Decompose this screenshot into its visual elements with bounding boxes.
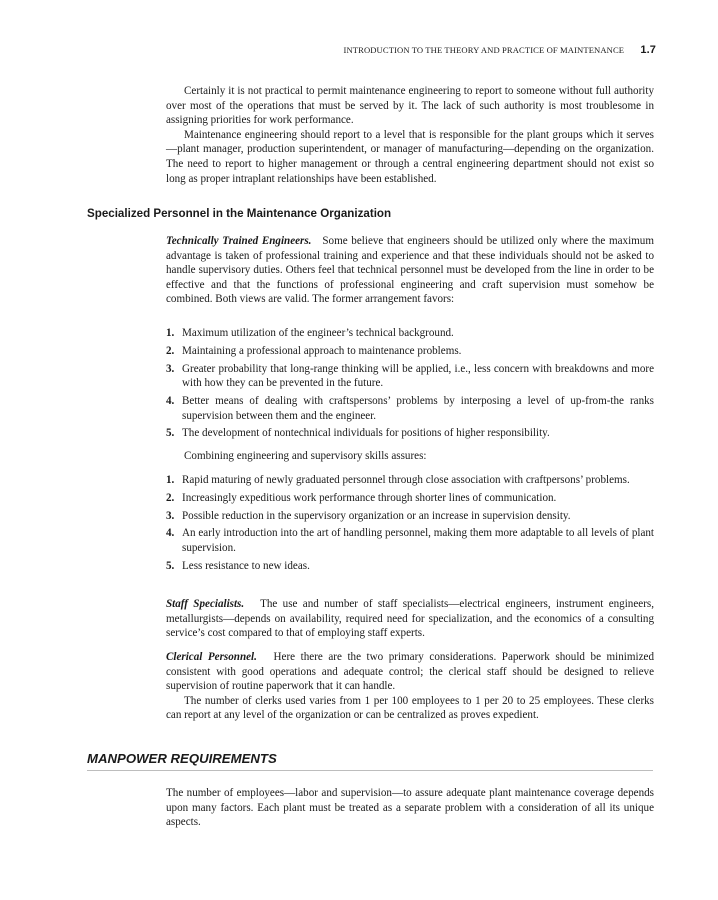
list-item — [166, 326, 654, 341]
favors-list — [166, 326, 654, 441]
list-item — [166, 426, 654, 441]
list-text: Less resistance to new ideas. — [182, 559, 310, 572]
engineers-text: Some believe that engineers should be utilized only where the maximum advantage is taken of professional training and experience and that these individuals should not be asked to handle supervisory duties. Others feel that technical personnel must be developed from the line in order to be effective and that the functions of professional engineering and craft supervision must somehow be combined. Both views are valid. The former arrangement favors: — [166, 235, 654, 306]
engineers-run-head: Technically Trained Engineers. — [166, 235, 312, 247]
list-number: 4. — [166, 527, 175, 540]
combining-paragraph: Combining engineering and supervisory skills assures: — [184, 450, 427, 462]
list-item — [166, 491, 654, 506]
list-item — [166, 394, 654, 423]
list-item — [166, 509, 654, 524]
running-header — [0, 44, 656, 56]
list-item — [166, 362, 654, 391]
list-item — [166, 526, 654, 555]
assures-list-block — [166, 473, 654, 577]
intro-paragraph-2: Maintenance engineering should report to a level that is responsible for the plant groups which it serves—plant manager, production superintendent, or manager of manufacturing—depending on the organization. The need to report to higher management or through a central engineering department should not exist so long as proper intraplant relationships have been established. — [166, 128, 654, 185]
staff-paragraph — [166, 597, 654, 641]
clerical-paragraph-2: The number of clerks used varies from 1 per 100 employees to 1 per 20 to 25 employees. These clerks can report at any level of the organization or can be centralized as proves expedient. — [166, 694, 654, 722]
list-text: Better means of dealing with craftspersons’ problems by interposing a level of up-from-the ranks supervision between them and the engineer. — [182, 394, 654, 422]
staff-block — [166, 597, 654, 641]
running-title: INTRODUCTION TO THE THEORY AND PRACTICE OF MAINTENANCE — [343, 45, 625, 55]
list-number: 4. — [166, 394, 175, 407]
list-text: Rapid maturing of newly graduated personnel through close association with craftpersons’ problems. — [182, 474, 630, 486]
intro-block — [166, 84, 654, 186]
engineers-paragraph — [166, 234, 654, 307]
clerical-paragraph — [166, 650, 654, 694]
list-text: Increasingly expeditious work performance through shorter lines of communication. — [182, 491, 557, 504]
assures-list — [166, 473, 654, 573]
list-text: Maximum utilization of the engineer’s technical background. — [182, 327, 454, 339]
list-number: 1. — [166, 474, 175, 486]
list-number: 3. — [166, 362, 175, 375]
manpower-block — [166, 786, 654, 830]
favors-list-block — [166, 326, 654, 444]
list-number: 5. — [166, 427, 175, 440]
list-text: An early introduction into the art of handling personnel, making them more adaptable to all levels of plant supervision. — [182, 527, 654, 554]
clerical-run-head: Clerical Personnel. — [166, 651, 257, 663]
list-number: 3. — [166, 509, 175, 522]
list-text: Greater probability that long-range thinking will be applied, i.e., less concern with breakdowns and more with how they can be prevented in the future. — [182, 362, 654, 390]
list-text: Maintaining a professional approach to maintenance problems. — [182, 344, 462, 357]
combining-block — [166, 449, 654, 464]
engineers-block — [166, 234, 654, 307]
list-text: The development of nontechnical individuals for positions of higher responsibility. — [182, 427, 550, 440]
list-item — [166, 559, 654, 574]
section-heading: Specialized Personnel in the Maintenance Organization — [87, 207, 392, 220]
page-number: 1.7 — [640, 44, 656, 56]
list-number: 2. — [166, 344, 175, 357]
list-item — [166, 473, 654, 488]
list-item — [166, 344, 654, 359]
list-text: Possible reduction in the supervisory organization or an increase in supervision density. — [182, 509, 571, 522]
manpower-paragraph: The number of employees—labor and supervision—to assure adequate plant maintenance coverage depends upon many factors. Each plant must be treated as a separate problem with a consideration of all its unique aspects. — [166, 787, 654, 829]
heading-rule — [87, 770, 653, 771]
list-number: 1. — [166, 327, 175, 339]
clerical-text: Here there are the two primary considerations. Paperwork should be minimized consistent with good operations and adequate control; the clerical staff should be designed to relieve supervision of routine paperwork that it can handle. — [166, 651, 654, 693]
staff-text: The use and number of staff specialists—electrical engineers, instrument engineers, metallurgists—depends on availability, required need for specialization, and the economics of a consulting service’s cost compared to that of employing staff experts. — [166, 598, 654, 640]
staff-run-head: Staff Specialists. — [166, 598, 245, 610]
intro-paragraph-1: Certainly it is not practical to permit maintenance engineering to report to someone without full authority over most of the operations that must be served by it. The lack of such authority is most troublesome in assigning priorities for work performance. — [166, 85, 654, 127]
clerical-block — [166, 650, 654, 723]
list-number: 2. — [166, 491, 175, 504]
list-number: 5. — [166, 559, 175, 572]
manpower-heading: MANPOWER REQUIREMENTS — [87, 751, 277, 766]
